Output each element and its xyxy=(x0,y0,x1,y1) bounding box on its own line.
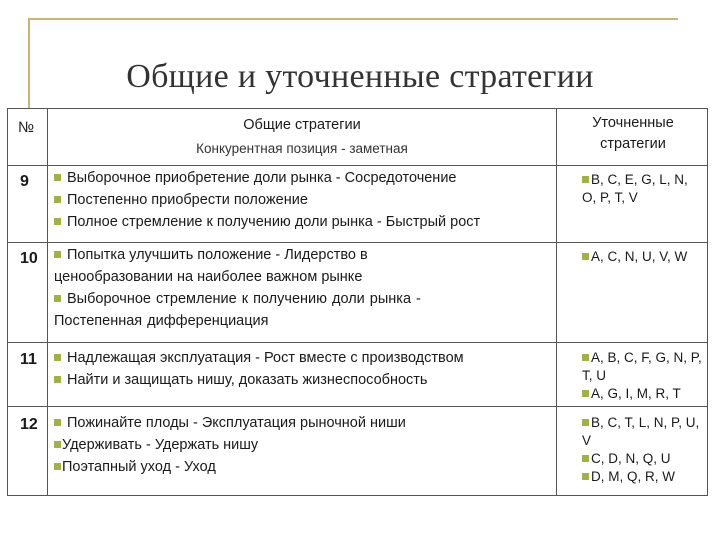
list-item: D, M, Q, R, W xyxy=(582,468,704,486)
row-divider-9 xyxy=(8,242,707,243)
list-item: Надлежащая эксплуатация - Рост вместе с производством xyxy=(54,347,554,369)
header-number: № xyxy=(18,119,35,136)
strategy-table xyxy=(7,108,708,496)
row-refined-strategies xyxy=(582,349,702,403)
row-refined-strategies xyxy=(582,171,704,207)
header-general-title: Общие стратегии xyxy=(243,117,361,133)
page-title: Общие и уточненные стратегии xyxy=(126,58,594,95)
list-item: Попытка улучшить положение - Лидерство в ценообразовании на наиболее важном рынке xyxy=(54,247,368,285)
list-item: Пожинайте плоды - Эксплуатация рыночной ниши xyxy=(54,412,554,434)
header-refined: Уточненные стратегии xyxy=(592,115,674,152)
list-item: A, G, I, M, R, T xyxy=(582,385,702,403)
square-bullet-icon xyxy=(582,455,589,462)
row-general-strategies xyxy=(54,347,554,391)
row-divider-header xyxy=(8,165,707,166)
decorative-top-line xyxy=(28,18,678,20)
header-general-subtitle: Конкурентная позиция - заметная xyxy=(196,141,408,156)
list-item: Поэтапный уход - Уход xyxy=(54,456,554,478)
list-item: Выборочное приобретение доли рынка - Сосредоточение xyxy=(54,167,554,189)
list-item: B, C, T, L, N, P, U, V xyxy=(582,415,700,448)
square-bullet-icon xyxy=(582,473,589,480)
row-general-strategies xyxy=(54,412,554,478)
list-item: A, C, N, U, V, W xyxy=(582,248,692,266)
list-item: Выборочное стремление к получению доли рынка - Постепенная дифференциация xyxy=(54,291,421,329)
square-bullet-icon xyxy=(54,218,61,225)
square-bullet-icon xyxy=(54,174,61,181)
square-bullet-icon xyxy=(582,354,589,361)
square-bullet-icon xyxy=(54,441,61,448)
square-bullet-icon xyxy=(582,390,589,397)
square-bullet-icon xyxy=(582,176,589,183)
row-number: 10 xyxy=(20,250,38,267)
row-divider-11 xyxy=(8,406,707,407)
list-item: Найти и защищать нишу, доказать жизнеспособность xyxy=(54,369,554,391)
square-bullet-icon xyxy=(54,419,61,426)
row-divider-10 xyxy=(8,342,707,343)
column-divider-2 xyxy=(556,109,557,495)
header-general xyxy=(48,113,556,161)
square-bullet-icon xyxy=(54,251,61,258)
square-bullet-icon xyxy=(582,419,589,426)
list-item: Удерживать - Удержать нишу xyxy=(54,434,554,456)
list-item: Полное стремление к получению доли рынка - Быстрый рост xyxy=(54,211,554,233)
square-bullet-icon xyxy=(54,354,61,361)
list-item: B, C, E, G, L, N, O, P, T, V xyxy=(582,172,688,205)
row-number: 11 xyxy=(20,351,37,368)
row-number: 12 xyxy=(20,416,38,433)
list-item: A, B, C, F, G, N, P, T, U xyxy=(582,350,702,383)
row-general-strategies xyxy=(54,167,554,233)
square-bullet-icon xyxy=(582,253,589,260)
row-general-strategies xyxy=(54,244,474,332)
row-refined-strategies xyxy=(582,248,692,266)
row-refined-strategies xyxy=(582,414,704,486)
square-bullet-icon xyxy=(54,376,61,383)
list-item: Постепенно приобрести положение xyxy=(54,189,554,211)
square-bullet-icon xyxy=(54,196,61,203)
square-bullet-icon xyxy=(54,295,61,302)
square-bullet-icon xyxy=(54,463,61,470)
list-item: C, D, N, Q, U xyxy=(582,450,704,468)
row-number: 9 xyxy=(20,173,29,190)
column-divider-1 xyxy=(47,109,48,495)
